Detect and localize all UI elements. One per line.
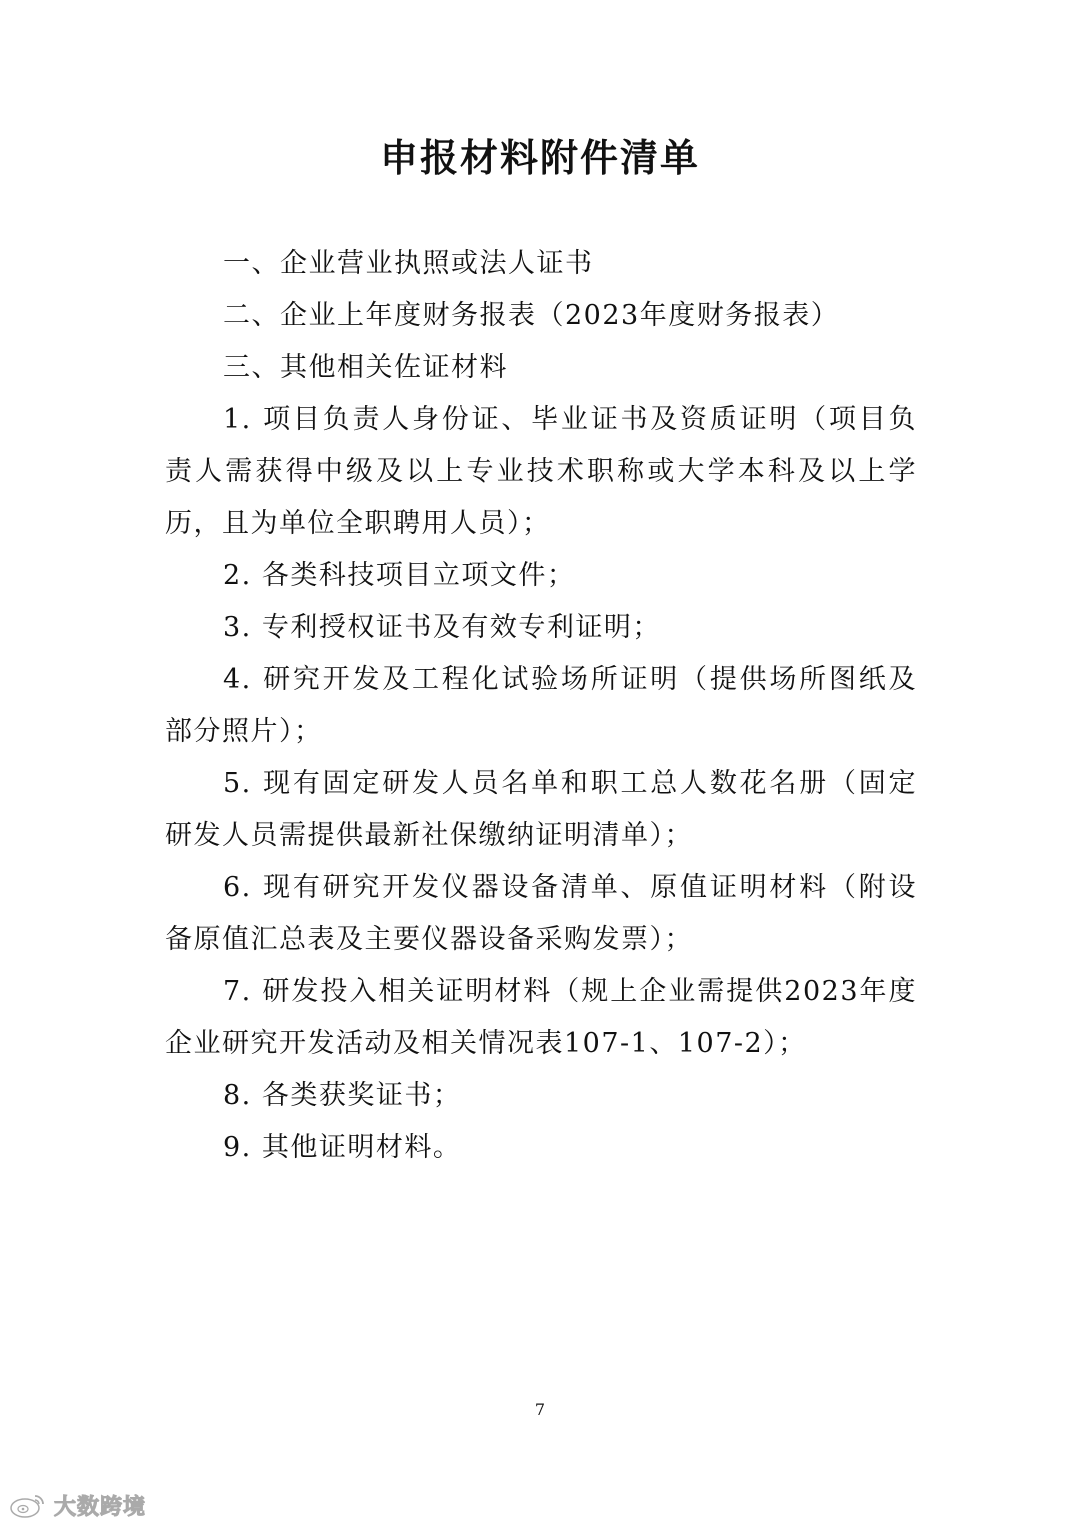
list-item: 5. 现有固定研发人员名单和职工总人数花名册（固定研发人员需提供最新社保缴纳证明清单）；	[165, 768, 917, 851]
weibo-logo-icon	[8, 1490, 48, 1520]
list-item: 9. 其他证明材料。	[223, 1132, 462, 1163]
list-item: 4. 研究开发及工程化试验场所证明（提供场所图纸及部分照片）；	[165, 664, 917, 747]
list-item: 8. 各类获奖证书；	[223, 1080, 462, 1111]
list-item: 1. 项目负责人身份证、毕业证书及资质证明（项目负责人需获得中级及以上专业技术职称或大学本科及以上学历，且为单位全职聘用人员）；	[165, 404, 917, 539]
list-item: 一、企业营业执照或法人证书	[223, 248, 594, 279]
page-number: 7	[534, 1400, 546, 1419]
watermark	[8, 1488, 146, 1522]
list-item: 3. 专利授权证书及有效专利证明；	[223, 612, 661, 643]
list-item: 6. 现有研究开发仪器设备清单、原值证明材料（附设备原值汇总表及主要仪器设备采购发票）；	[165, 872, 917, 955]
document-title: 申报材料附件清单	[379, 136, 700, 180]
document-body	[165, 238, 917, 1174]
list-item: 二、企业上年度财务报表（2023年度财务报表）	[223, 300, 840, 331]
list-item: 2. 各类科技项目立项文件；	[223, 560, 576, 591]
watermark-text: 大数跨境	[54, 1494, 147, 1520]
list-item: 7. 研发投入相关证明材料（规上企业需提供2023年度企业研究开发活动及相关情况表107-1、107-2）；	[165, 976, 917, 1059]
list-item: 三、其他相关佐证材料	[223, 352, 508, 383]
